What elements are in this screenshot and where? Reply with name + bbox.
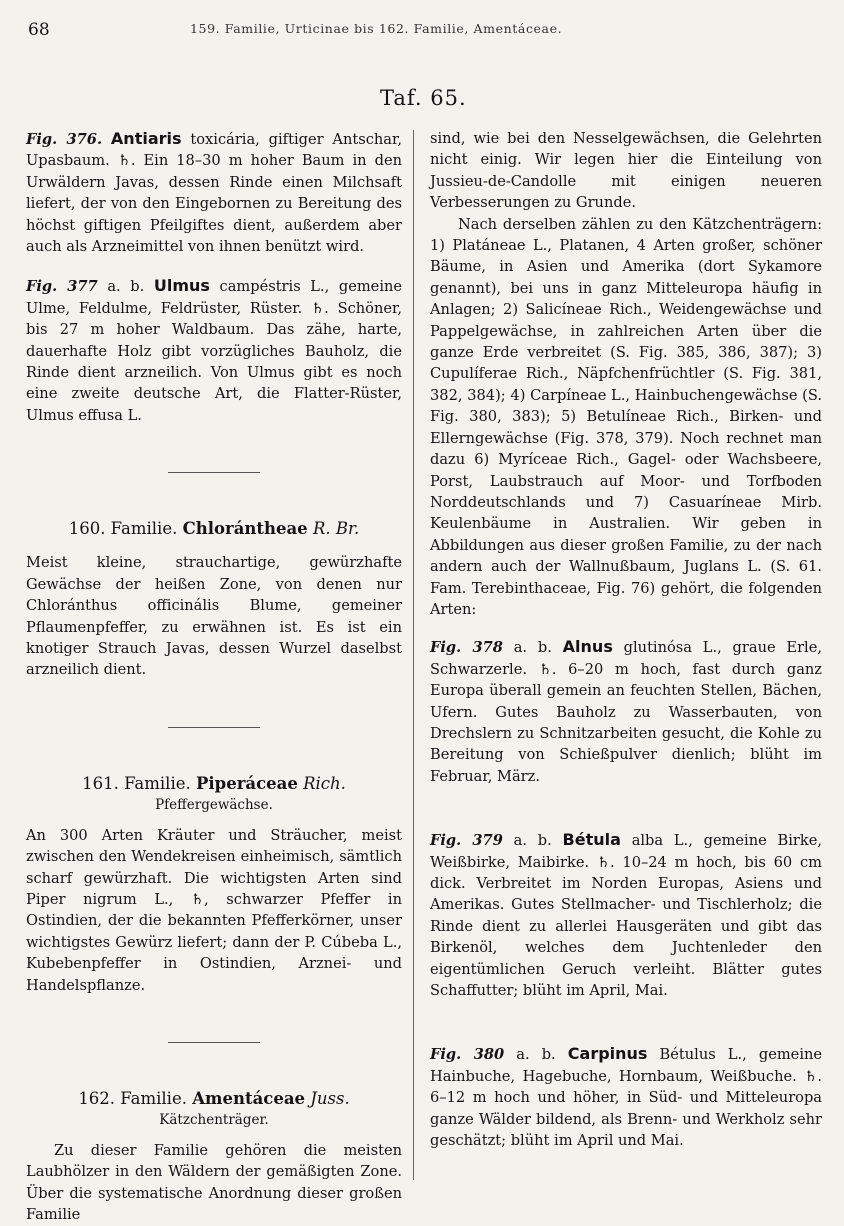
entry-text: alba L., gemeine Birke, Weißbirke, Maibirke. ♄. 10–24 m hoch, bis 60 cm dick. Verbreitet im Norden Europas, Asiens und Amerikas. Gutes Stellmacher- und Tischlerholz; die Rinde dient zu allerlei Hausgeräten und gibt das Birkenöl, welches dem Juchtenleder den eigentümlichen Geruch verleiht. Blätter gutes Schaffutter; blüht im April, Mai. — [430, 832, 823, 1000]
family-number: 162. Familie. — [78, 1088, 187, 1108]
entry-text: toxicária, giftiger Antschar, Upasbaum. ♄. Ein 18–30 m hoher Baum in den Urwäldern Javas, dessen Rinde einen Milchsaft liefert, der von den Eingebornen zu Bereitung des höchst giftigen Pfeilgiftes dient, außerdem aber auch als Arzneimittel von ihnen benützt wird. — [26, 131, 403, 256]
family-subtitle: Pfeffergewächse. — [155, 796, 273, 813]
running-title: 159. Familie, Urticinae bis 162. Familie, Amentáceae. — [190, 21, 563, 36]
fig-label: Fig. 379 — [430, 832, 503, 850]
entry-fig-379 — [430, 829, 822, 1001]
intro-paragraph-2: Nach derselben zählen zu den Kätzchenträgern: 1) Platáneae L., Platanen, 4 Arten großer, schöner Bäume, in Asien und Amerika (dort Sykamore genannt), bei uns in ganz Mitteleuropa häufig in Anlagen; 2) Salicíneae Rich., Weidengewächse und Pappelgewächse, in zahlreichen Arten über die ganze Erde verbreitet (S. Fig. 385, 386, 387); 3) Cupulíferae Rich., Näpfchenfrüchtler (S. Fig. 381, 382, 384); 4) Carpíneae L., Hainbuchengewächse (S. Fig. 380, 383); 5) Betulíneae Rich., Birken- und Ellerngewächse (Fig. 378, 379). Noch rechnet man dazu 6) Myríceae Rich., Gagel- oder Wachsbeere, Porst, Laubstrauch auf Moor- und Torfboden Norddeutschlands und 7) Casuaríneae Mirb. Keulenbäume in Australien. Wir geben in Abbildungen aus dieser großen Familie, zu der nach andern auch der Wallnußbaum, Juglans L. (S. 61. Fam. Terebinthaceae, Fig. 76) gehört, die folgenden Arten: — [430, 215, 822, 618]
genus-name: Ulmus — [153, 276, 210, 296]
family-text-162: Zu dieser Familie gehören die meisten Laubhölzer in den Wäldern der gemäßigten Zone. Über die systematische Anordnung dieser großen Familie — [26, 1141, 402, 1224]
intro-paragraph-1: sind, wie bei den Nesselgewächsen, die Gelehrten nicht einig. Wir legen hier die Einteilung von Jussieu-de-Candolle mit einigen neueren Verbesserungen zu Grunde. — [430, 130, 822, 212]
family-author: Juss. — [310, 1088, 350, 1108]
family-subtitle: Kätzchenträger. — [159, 1111, 269, 1128]
fig-label: Fig. 380 — [430, 1046, 505, 1064]
family-author: Rich. — [303, 773, 346, 793]
entry-text: glutinósa L., graue Erle, Schwarzerle. ♄. 6–20 m hoch, fast durch ganz Europa überall gemein an feuchten Stellen, Bächen, Ufern. Gutes Bauholz zu Wasserbauten, von Drechslern zu Schnitzarbeiten gesucht, die Kohle zu Bereitung von Schießpulver dienlich; blüht im Februar, März. — [430, 639, 822, 785]
section-separator — [168, 1042, 260, 1043]
family-name: Amentáceae — [192, 1088, 306, 1108]
column-divider — [413, 130, 414, 1180]
section-separator — [168, 472, 260, 473]
fig-parts: a. b. — [513, 639, 552, 657]
genus-name: Antiaris — [110, 129, 182, 148]
family-text-161: An 300 Arten Kräuter und Sträucher, meist zwischen den Wendekreisen einheimisch, sämtlich scharf gewürzhaft. Die wichtigsten Arten sind Piper nigrum L., ♄, schwarzer Pfeffer in Ostindien, der die bekannten Pfefferkörner, unser wichtigstes Gewürz liefert; dann der P. Cúbeba L., Kubebenpfeffer in Ostindien, Arznei- und Handelspflanze. — [26, 826, 402, 994]
family-heading-161 — [26, 774, 402, 793]
entry-fig-377 — [26, 275, 402, 426]
family-heading-162 — [26, 1089, 402, 1108]
family-name: Chlorántheae — [182, 519, 308, 539]
family-heading-160 — [26, 519, 402, 538]
family-author: R. Br. — [312, 519, 360, 539]
page-number: 68 — [28, 20, 50, 40]
right-column — [430, 128, 822, 1151]
fig-label: Fig. 377 — [26, 278, 98, 296]
entry-fig-378 — [430, 636, 822, 787]
family-number: 161. Familie. — [82, 773, 191, 793]
fig-parts: a. b. — [513, 832, 552, 850]
entry-fig-376 — [26, 128, 402, 257]
fig-parts: a. b. — [516, 1046, 556, 1064]
fig-label: Fig. 378 — [430, 639, 503, 657]
left-column — [26, 128, 402, 1226]
plate-title: Taf. 65. — [380, 86, 467, 110]
genus-name: Bétula — [562, 830, 621, 850]
family-number: 160. Familie. — [68, 519, 178, 539]
fig-parts: a. b. — [107, 278, 145, 296]
fig-label: Fig. 376. — [26, 131, 103, 148]
section-separator — [168, 727, 260, 728]
entry-text: Bétulus L., gemeine Hainbuche, Hagebuche, Hornbaum, Weißbuche. ♄. 6–12 m hoch und höher, in Süd- und Mitteleuropa ganze Wälder bildend, als Brenn- und Werkholz sehr geschätzt; blüht im April und Mai. — [430, 1046, 823, 1150]
family-name: Piperáceae — [195, 773, 298, 793]
family-text-160: Meist kleine, strauchartige, gewürzhafte Gewächse der heißen Zone, von denen nur Chloránthus officinális Blume, gemeiner Pflaumenpfeffer, zu erwähnen ist. Es ist ein knotiger Strauch Javas, dessen Wurzel daselbst arzneilich dient. — [26, 554, 402, 679]
entry-fig-380 — [430, 1043, 822, 1151]
genus-name: Alnus — [562, 637, 613, 657]
entry-text: campéstris L., gemeine Ulme, Feldulme, Feldrüster, Rüster. ♄. Schöner, bis 27 m hoher Waldbaum. Das zähe, harte, dauerhafte Holz gibt vorzügliches Bauholz, die Rinde dient arzneilich. Von Ulmus gibt es noch eine zweite deutsche Art, die Flatter-Rüster, Ulmus effusa L. — [26, 278, 403, 424]
genus-name: Carpinus — [567, 1044, 648, 1064]
